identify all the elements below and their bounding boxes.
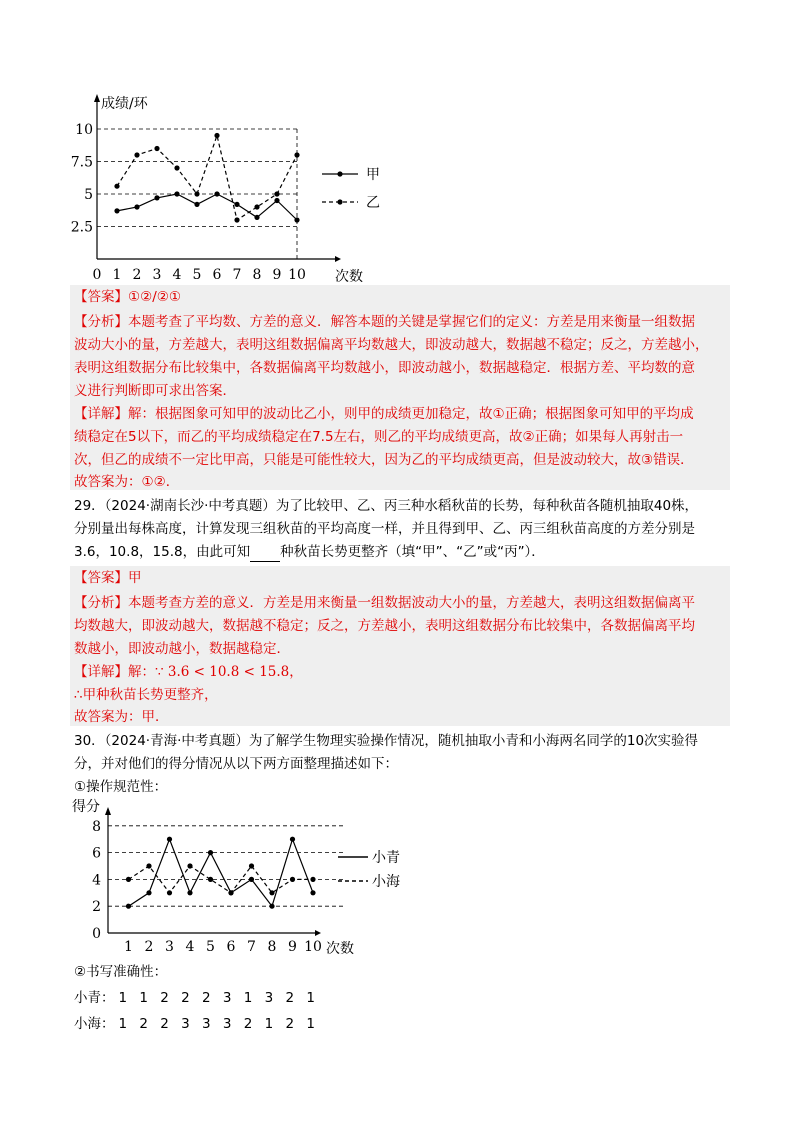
data-point-甲: [274, 198, 279, 203]
x-tick-label: 0: [92, 267, 102, 283]
data-point-小海: [249, 863, 254, 868]
data-point-乙: [234, 217, 239, 222]
x-tick-label: 8: [252, 267, 262, 283]
q30-line-2: 分，并对他们的得分情况从以下两方面整理描述如下：: [74, 756, 398, 772]
data-point-小海: [290, 877, 295, 882]
data-point-乙: [294, 152, 299, 157]
data-point-小海: [269, 890, 274, 895]
q29-line-2: 分别量出每株高度，计算发现三组秋苗的平均高度一样，并且得到甲、乙、丙三组秋苗高度的方差分别是: [74, 521, 695, 537]
x-tick-label: 10: [288, 267, 306, 283]
y-axis-label: 得分: [72, 799, 100, 815]
series-line-小青: [129, 839, 314, 906]
x-tick-label: 1: [124, 939, 133, 955]
row-xiaoqing: 小青： 1 1 2 2 2 3 1 3 2 1: [74, 990, 320, 1006]
y-tick-label: 5: [84, 187, 93, 203]
series-line-乙: [117, 136, 297, 221]
data-point-小海: [167, 890, 172, 895]
q28-detail-2: 绩稳定在5以下，而乙的平均成绩稳定在7.5左右，则乙的平均成绩更高，故②正确；如果每人再射击一: [74, 429, 684, 445]
series-line-甲: [117, 194, 297, 220]
q28-analysis-3: 表明这组数据分布比较集中，各数据偏离平均数越小，即波动越小，数据越稳定．根据方差、平均数的意: [74, 360, 695, 376]
q29-detail: 【详解】解：∵ 3.6 < 10.8 < 15.8，: [74, 664, 303, 680]
x-tick-label: 3: [165, 939, 174, 955]
data-point-甲: [294, 217, 299, 222]
y-tick-label: 6: [92, 845, 101, 862]
data-point-甲: [214, 191, 219, 196]
q28-detail-3: 次，但乙的成绩不一定比甲高，只能是可能性较大，因为乙的平均成绩更高，但是波动较大，故③错误．: [74, 452, 694, 468]
q29-analysis-1: 【分析】本题考查方差的意义．方差是用来衡量一组数据波动大小的量，方差越大，表明这组数据偏离平: [74, 595, 695, 611]
x-tick-label: 7: [232, 267, 242, 283]
data-point-乙: [134, 152, 139, 157]
q29-answer: 【答案】甲: [74, 570, 142, 586]
q29-line-3: 3.6，10.8，15.8，由此可知 种秋苗长势更整齐（填“甲”、“乙”或“丙”）．: [74, 544, 545, 560]
x-tick-label: 6: [212, 267, 222, 283]
data-point-乙: [174, 165, 179, 170]
data-point-甲: [174, 191, 179, 196]
x-axis-arrow: [315, 930, 321, 936]
x-axis-label: 次数: [335, 269, 363, 283]
data-point-小青: [208, 850, 213, 855]
legend-marker-乙: [337, 199, 342, 204]
y-tick-label: 7.5: [70, 154, 93, 171]
x-axis-label: 次数: [326, 941, 354, 957]
q29-conclusion: ∴甲种秋苗长势更整齐，: [74, 687, 218, 703]
x-tick-label: 5: [206, 939, 215, 955]
q29-line-1: 29．（2024·湖南长沙·中考真题）为了比较甲、乙、丙三种水稻秋苗的长势，每种秋苗各随机抽取40株，: [74, 498, 699, 514]
data-point-小海: [126, 877, 131, 882]
data-point-甲: [154, 195, 159, 200]
legend-label-甲: 甲: [366, 167, 380, 183]
legend-label-小海: 小海: [372, 874, 400, 890]
y-tick-label: 2.5: [70, 219, 93, 236]
q29-analysis-3: 数越小，即波动越小，数据越稳定．: [74, 641, 290, 657]
x-tick-label: 5: [192, 267, 202, 283]
data-point-小青: [249, 877, 254, 882]
y-tick-label: 4: [92, 872, 101, 889]
data-point-小青: [126, 904, 131, 909]
x-tick-label: 10: [304, 939, 322, 955]
x-axis-arrow: [335, 256, 341, 262]
data-point-小海: [310, 877, 315, 882]
chart-1: [70, 88, 400, 283]
chart-2: [70, 795, 410, 960]
data-point-甲: [194, 202, 199, 207]
data-point-乙: [194, 191, 199, 196]
data-point-甲: [134, 204, 139, 209]
y-axis-label: 成绩/环: [101, 96, 148, 112]
y-tick-label: 10: [75, 122, 93, 138]
y-axis-arrow: [105, 807, 111, 815]
x-tick-label: 7: [247, 939, 256, 955]
data-point-小青: [187, 890, 192, 895]
q30-line-1: 30．（2024·青海·中考真题）为了解学生物理实验操作情况，随机抽取小青和小海两名同学的10次实验得: [74, 733, 699, 749]
data-point-小青: [310, 890, 315, 895]
data-point-小海: [228, 890, 233, 895]
data-point-小青: [290, 837, 295, 842]
q28-analysis-2: 波动大小的量，方差越大，表明这组数据偏离平均数越大，即波动越大，数据越不稳定；反之，方差越小，: [74, 337, 709, 353]
legend-label-小青: 小青: [372, 850, 400, 866]
x-tick-label: 9: [288, 939, 297, 955]
q28-analysis-4: 义进行判断即可求出答案．: [74, 383, 236, 399]
q28-answer: 【答案】①②/②①: [74, 289, 181, 305]
q29-final: 故答案为：甲．: [74, 709, 169, 725]
legend-marker-甲: [337, 171, 342, 176]
x-tick-label: 2: [144, 939, 154, 955]
data-point-小海: [208, 877, 213, 882]
x-tick-label: 8: [267, 939, 277, 955]
q28-detail-4: 故答案为：①②．: [74, 474, 180, 490]
q28-detail-1: 【详解】解：根据图象可知甲的波动比乙小，则甲的成绩更加稳定，故①正确；根据图象可知甲的平均成: [74, 406, 694, 422]
data-point-甲: [254, 215, 259, 220]
x-tick-label: 6: [226, 939, 236, 955]
data-point-甲: [234, 202, 239, 207]
data-point-乙: [154, 146, 159, 151]
x-tick-label: 4: [185, 939, 195, 955]
data-point-小青: [167, 837, 172, 842]
legend-label-乙: 乙: [366, 195, 380, 211]
data-point-小海: [187, 863, 192, 868]
data-point-乙: [214, 133, 219, 138]
row-xiaohai: 小海： 1 2 2 3 3 3 2 1 2 1: [74, 1016, 320, 1032]
x-tick-label: 4: [172, 267, 182, 283]
x-tick-label: 9: [272, 267, 282, 283]
data-point-小青: [269, 904, 274, 909]
x-tick-label: 2: [132, 267, 142, 283]
data-point-甲: [114, 208, 119, 213]
x-tick-label: 3: [152, 267, 162, 283]
q29-analysis-2: 均数越大，即波动越大，数据越不稳定；反之，方差越小，表明这组数据分布比较集中，各数据偏离平均: [74, 618, 695, 634]
data-point-乙: [274, 191, 279, 196]
y-axis-arrow: [94, 94, 100, 102]
y-tick-label: 2: [92, 899, 101, 916]
y-tick-label: 0: [92, 926, 101, 942]
q30-item-1: ①操作规范性：: [74, 779, 168, 795]
q30-item-2: ②书写准确性：: [74, 964, 168, 980]
fill-blank: [250, 547, 280, 562]
x-tick-label: 1: [112, 267, 122, 283]
data-point-乙: [114, 184, 119, 189]
data-point-小海: [146, 863, 151, 868]
y-tick-label: 8: [92, 818, 101, 835]
q28-analysis-1: 【分析】本题考查了平均数、方差的意义．解答本题的关键是掌握它们的定义：方差是用来衡量一组数据: [74, 314, 695, 330]
data-point-乙: [254, 204, 259, 209]
data-point-小青: [146, 890, 151, 895]
